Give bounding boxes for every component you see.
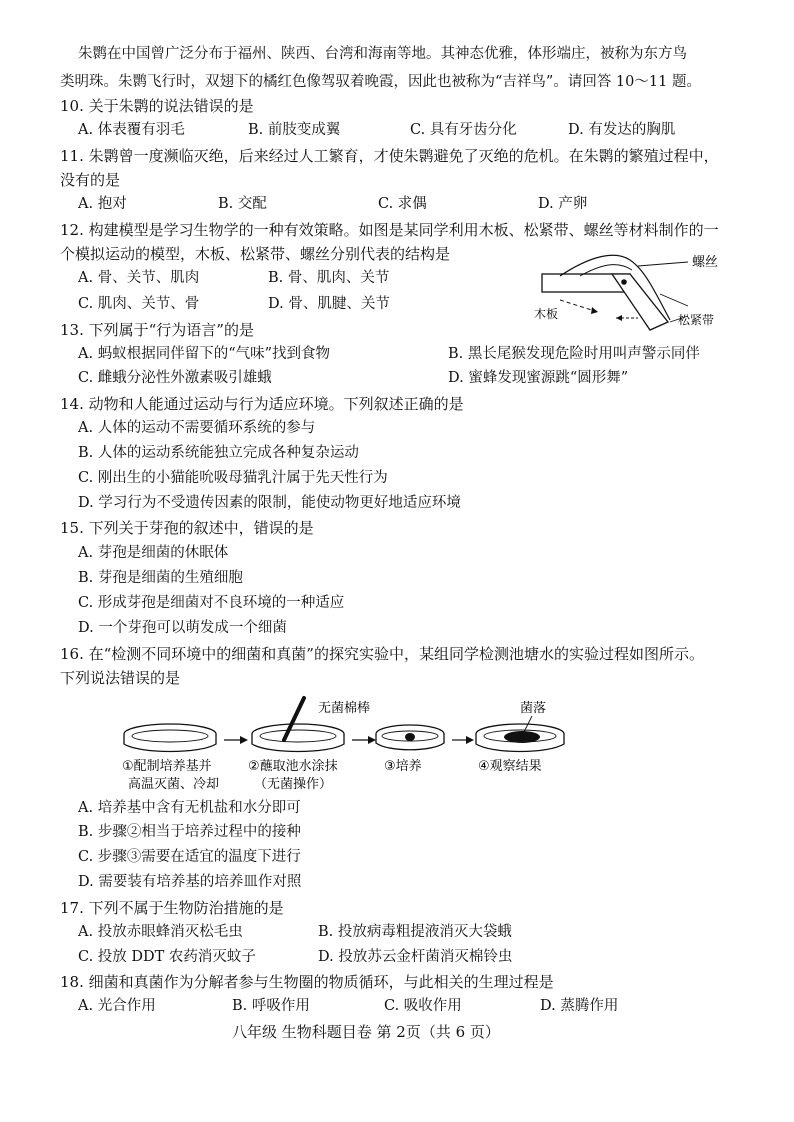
q13-option-b: B. 黑长尾猴发现危险时用叫声警示同伴	[448, 346, 700, 362]
q12-option-a: A. 骨、关节、肌肉	[78, 270, 200, 286]
q12-stem-2: 个模拟运动的模型，木板、松紧带、螺丝分别代表的结构是	[60, 245, 451, 263]
q13-stem: 13. 下列属于“行为语言”的是	[60, 321, 254, 339]
q12-stem-1: 12. 构建模型是学习生物学的一种有效策略。如图是某同学利用木板、松紧带、螺丝等材料制作的一	[60, 221, 719, 239]
q15-option-b: B. 芽孢是细菌的生殖细胞	[78, 570, 243, 586]
q11-option-a: A. 抱对	[78, 196, 127, 212]
arrowhead-1	[240, 736, 248, 744]
q15-option-c: C. 形成芽孢是细菌对不良环境的一种适应	[78, 595, 345, 611]
q12-option-b: B. 骨、肌肉、关节	[268, 270, 390, 286]
q10-option-a: A. 体表覆有羽毛	[78, 122, 185, 138]
return-arrow	[616, 315, 622, 321]
lower-board	[612, 274, 668, 330]
q10-option-d: D. 有发达的胸肌	[568, 122, 676, 138]
intro-line-2: 类明珠。朱鹮飞行时，双翅下的橘红色像驾驭着晚霞，因此也被称为“吉祥鸟”。请回答 10～11 题。	[60, 74, 701, 90]
q16-option-b: B. 步骤②相当于培养过程中的接种	[78, 824, 301, 840]
q13-option-c: C. 雌蛾分泌性外激素吸引雄蛾	[78, 370, 272, 386]
q18-stem: 18. 细菌和真菌作为分解者参与生物圈的物质循环，与此相关的生理过程是	[60, 973, 554, 991]
label-colony: 菌落	[520, 701, 547, 716]
q12-option-d: D. 骨、肌腱、关节	[268, 296, 390, 312]
q15-option-d: D. 一个芽孢可以萌发成一个细菌	[78, 620, 287, 636]
q14-option-b: B. 人体的运动系统能独立完成各种复杂运动	[78, 445, 359, 461]
colony	[504, 731, 540, 743]
q11-option-b: B. 交配	[218, 196, 267, 212]
step-1-line-1: ①配制培养基并	[122, 759, 212, 774]
step-3: ③培养	[384, 759, 422, 774]
q18-option-c: C. 吸收作用	[384, 998, 462, 1014]
q10-option-c: C. 具有牙齿分化	[410, 122, 517, 138]
q16-option-a: A. 培养基中含有无机盐和水分即可	[78, 800, 301, 816]
q13-option-d: D. 蜜蜂发现蜜源跳“圆形舞”	[448, 370, 629, 386]
q10-stem: 10. 关于朱鹮的说法错误的是	[60, 97, 254, 115]
step-2-line-1: ②蘸取池水涂抹	[248, 759, 338, 774]
screw-dot	[621, 279, 627, 285]
bacteria-experiment-figure	[120, 694, 680, 796]
label-screw: 螺丝	[692, 255, 719, 270]
petri-dish-2	[252, 724, 344, 752]
q11-option-d: D. 产卵	[538, 196, 588, 212]
petri-dish-1	[124, 724, 216, 752]
arrowhead-2	[368, 736, 376, 744]
q11-option-c: C. 求偶	[378, 196, 427, 212]
label-board: 木板	[534, 307, 559, 321]
q11-stem-2: 没有的是	[60, 171, 121, 189]
motion-arrow	[591, 307, 598, 314]
q16-option-d: D. 需要装有培养基的培养皿作对照	[78, 874, 302, 890]
q14-option-c: C. 刚出生的小猫能吮吸母猫乳汁属于先天性行为	[78, 470, 388, 486]
label-elastic-band: 松紧带	[678, 313, 715, 327]
q10-option-b: B. 前肢变成翼	[248, 122, 341, 138]
q14-option-a: A. 人体的运动不需要循环系统的参与	[78, 420, 316, 436]
q17-option-d: D. 投放苏云金杆菌消灭棉铃虫	[318, 949, 513, 965]
joint-model-figure	[520, 252, 760, 334]
q16-stem-2: 下列说法错误的是	[60, 669, 181, 687]
q15-stem: 15. 下列关于芽孢的叙述中，错误的是	[60, 519, 314, 537]
q16-option-c: C. 步骤③需要在适宜的温度下进行	[78, 849, 301, 865]
q18-option-d: D. 蒸腾作用	[540, 998, 619, 1014]
step-1-line-2: 高温灭菌、冷却	[128, 777, 220, 792]
q17-option-c: C. 投放 DDT 农药消灭蚊子	[78, 949, 256, 965]
screw-leader	[638, 262, 688, 266]
step-4: ④观察结果	[478, 759, 542, 774]
band-leader-1	[660, 294, 688, 306]
q17-option-b: B. 投放病毒粗提液消灭大袋蛾	[318, 924, 512, 940]
q14-stem: 14. 动物和人能通过运动与行为适应环境。下列叙述正确的是	[60, 395, 464, 413]
q18-option-a: A. 光合作用	[78, 998, 156, 1014]
step-2-line-2: （无菌操作）	[254, 777, 333, 792]
q14-option-d: D. 学习行为不受遗传因素的限制，能使动物更好地适应环境	[78, 495, 461, 511]
q18-option-b: B. 呼吸作用	[232, 998, 310, 1014]
q13-option-a: A. 蚂蚁根据同伴留下的“气味”找到食物	[78, 346, 331, 362]
label-sterile-swab: 无菌棉棒	[318, 701, 371, 716]
arrowhead-3	[466, 736, 474, 744]
q11-stem-1: 11. 朱鹮曾一度濒临灭绝，后来经过人工繁育，才使朱鹮避免了灭绝的危机。在朱鹮的繁殖过程中，	[60, 147, 719, 165]
intro-line-1: 朱鹮在中国曾广泛分布于福州、陕西、台湾和海南等地。其神态优雅，体形端庄，被称为东方鸟	[78, 46, 687, 62]
q16-stem-1: 16. 在“检测不同环境中的细菌和真菌”的探究实验中，某组同学检测池塘水的实验过程如图所示。	[60, 645, 704, 663]
petri-dish-4	[476, 724, 564, 752]
q17-option-a: A. 投放赤眼蜂消灭松毛虫	[78, 924, 243, 940]
q17-stem: 17. 下列不属于生物防治措施的是	[60, 899, 284, 917]
petri-dish-3	[376, 725, 444, 750]
page-footer: 八年级 生物科题目卷 第 2页（共 6 页）	[232, 1023, 500, 1041]
q12-option-c: C. 肌肉、关节、骨	[78, 296, 200, 312]
q15-option-a: A. 芽孢是细菌的休眠体	[78, 545, 229, 561]
